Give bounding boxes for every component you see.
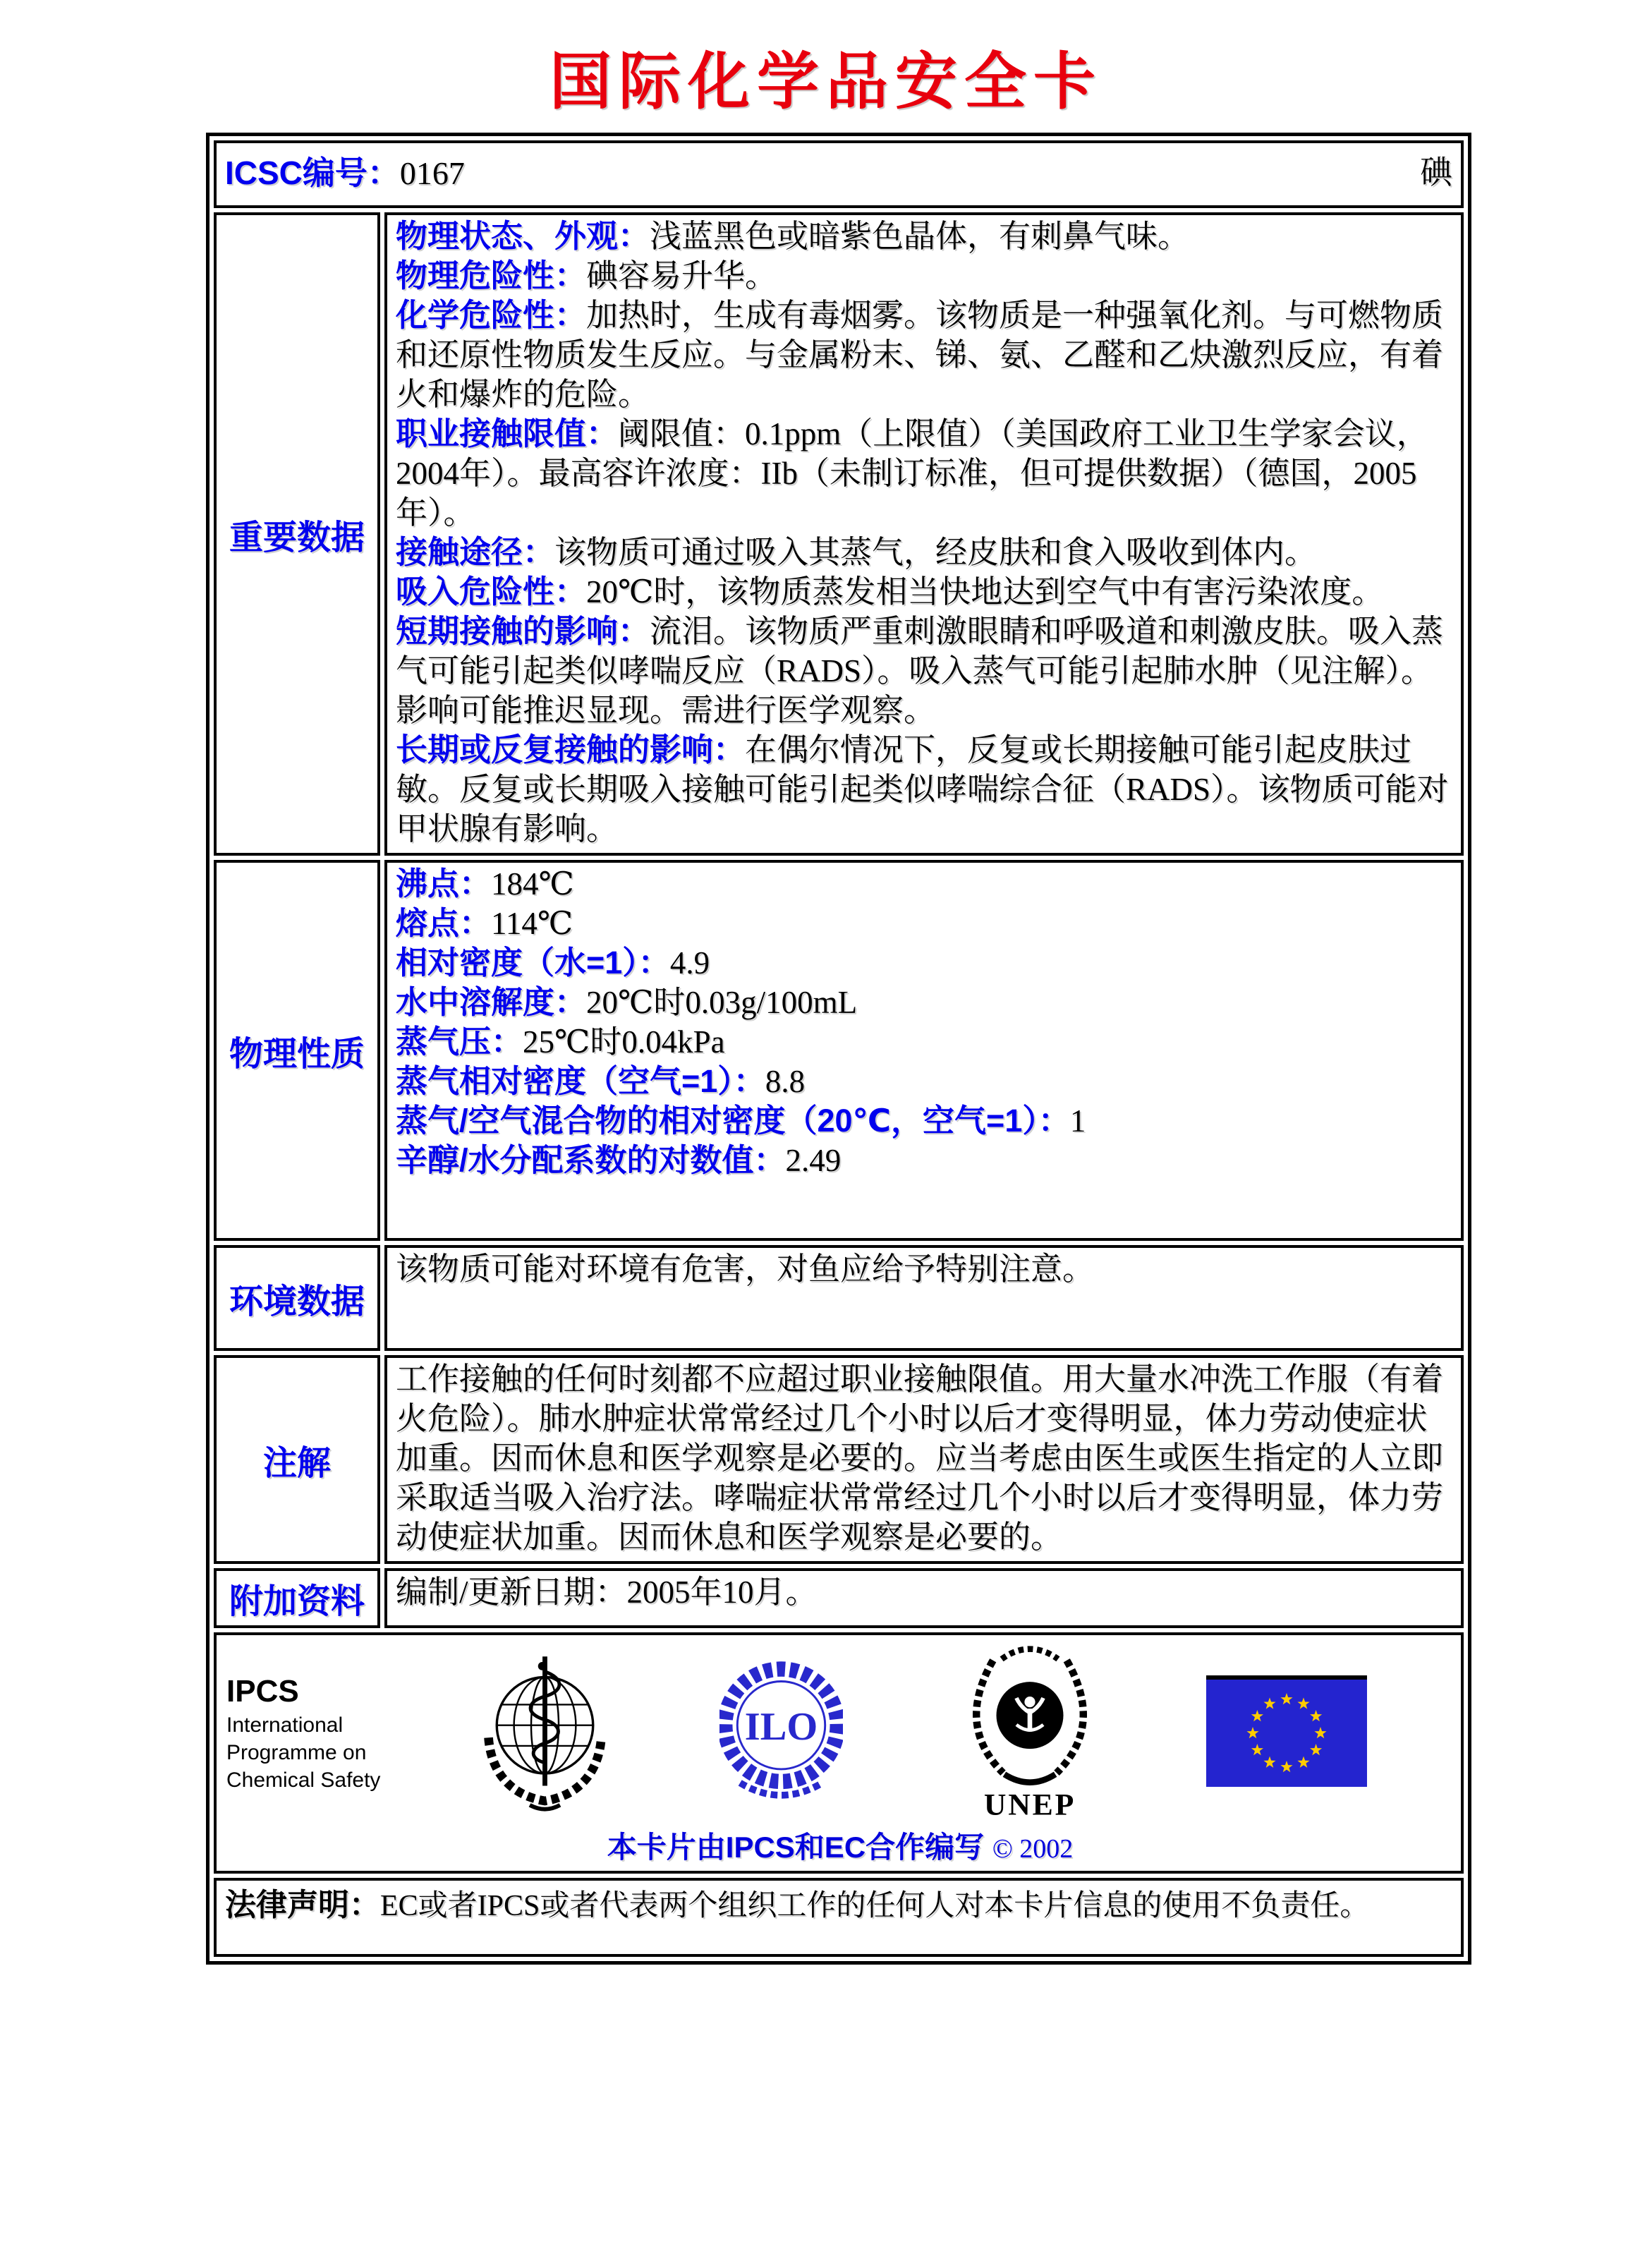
field-label: 物理状态、外观： <box>396 218 650 254</box>
data-entry <box>396 572 1452 612</box>
field-label: 接触途径： <box>396 534 555 570</box>
field-label: 蒸气/空气混合物的相对密度（20℃，空气=1）： <box>396 1103 1070 1139</box>
data-entry <box>396 296 1452 414</box>
legal-cell <box>214 1878 1464 1957</box>
section-label-additional: 附加资料 <box>214 1568 380 1628</box>
field-value: 20℃时0.03g/100mL <box>586 985 858 1020</box>
legal-label: 法律声明： <box>225 1888 380 1922</box>
ipcs-line-3: Chemical Safety <box>226 1768 381 1792</box>
section-label-environment: 环境数据 <box>214 1245 380 1351</box>
field-label: 相对密度（水=1）： <box>396 945 670 981</box>
ipcs-text-block <box>226 1672 459 1794</box>
data-entry <box>396 414 1452 533</box>
legal-text: EC或者IPCS或者代表两个组织工作的任何人对本卡片信息的使用不负责任。 <box>380 1890 1370 1922</box>
icsc-number-value: 0167 <box>399 154 465 191</box>
field-label: 吸入危险性： <box>396 574 587 609</box>
data-entry <box>396 1141 1452 1180</box>
data-entry <box>396 1022 1452 1062</box>
icsc-number-label: ICSC编号： <box>225 154 400 191</box>
data-entry <box>396 256 1452 296</box>
field-value: 阈限值：0.1ppm（上限值）（美国政府工业卫生学家会议，2004年）。最高容许浓度：IIb（未制订标准，但可提供数据）（德国，2005年）。 <box>396 416 1428 530</box>
who-logo-icon <box>476 1648 614 1817</box>
physical-properties-row <box>214 860 1464 1241</box>
field-value: 2.49 <box>785 1143 842 1178</box>
field-value: 1 <box>1069 1103 1086 1139</box>
environment-data-row <box>214 1245 1464 1351</box>
additional-info-content: 编制/更新日期：2005年10月。 <box>384 1568 1464 1628</box>
field-value: 加热时，生成有毒烟雾。该物质是一种强氧化剂。与可燃物质和还原性物质发生反应。与金属粉末、锑、氨、乙醛和乙炔激烈反应，有着火和爆炸的危险。 <box>396 298 1444 412</box>
important-data-content <box>384 212 1464 856</box>
data-entry <box>396 612 1452 730</box>
important-data-row <box>214 212 1464 856</box>
notes-content: 工作接触的任何时刻都不应超过职业接触限值。用大量水冲洗工作服（有着火危险）。肺水肿症状常常经过几个小时以后才变得明显，体力劳动使症状加重。因而休息和医学观察是必要的。应当考虑由医生或医生指定的人立即采取适当吸入治疗法。哮喘症状常常经过几个小时以后才变得明显，体力劳动使症状加重。因而休息和医学观察是必要的。 <box>384 1355 1464 1564</box>
field-label: 物理危险性： <box>396 257 587 293</box>
icsc-table <box>206 133 1471 1965</box>
data-entry <box>396 533 1452 572</box>
data-entry <box>396 1062 1452 1101</box>
field-value: 4.9 <box>669 945 710 981</box>
legal-row <box>214 1878 1464 1957</box>
data-entry <box>396 904 1452 943</box>
header-row <box>214 140 1464 208</box>
field-value: 184℃ <box>491 866 574 902</box>
field-label: 辛醇/水分配系数的对数值： <box>396 1142 786 1178</box>
field-value: 该物质可通过吸入其蒸气，经皮肤和食入吸收到体内。 <box>554 535 1317 570</box>
field-value: 碘容易升华。 <box>586 258 777 293</box>
substance-name: 碘 <box>1420 154 1452 190</box>
field-value: 114℃ <box>491 906 573 941</box>
field-value: 25℃时0.04kPa <box>523 1024 725 1060</box>
header-cell <box>214 140 1464 208</box>
icsc-number <box>225 154 465 192</box>
section-label-important: 重要数据 <box>214 212 380 856</box>
data-entry <box>396 217 1452 256</box>
additional-info-row <box>214 1568 1464 1628</box>
ilo-logo-icon <box>719 1648 843 1817</box>
field-label: 沸点： <box>396 866 492 902</box>
section-label-notes: 注解 <box>214 1355 380 1564</box>
page-title: 国际化学品安全卡 <box>549 47 1103 116</box>
credit-text: 本卡片由IPCS和EC合作编写 <box>607 1831 985 1864</box>
logos-cell <box>214 1632 1464 1874</box>
data-entry <box>396 864 1452 904</box>
field-value: 在偶尔情况下，反复或长期接触可能引起皮肤过敏。反复或长期吸入接触可能引起类似哮喘综合征（RADS）。该物质可能对甲状腺有影响。 <box>396 732 1449 847</box>
copyright-text: © 2002 <box>992 1834 1074 1864</box>
field-label: 化学危险性： <box>396 297 587 333</box>
field-value: 浅蓝黑色或暗紫色晶体，有刺鼻气味。 <box>650 219 1190 254</box>
field-value: 8.8 <box>765 1064 806 1099</box>
unep-logo-icon <box>963 1637 1097 1828</box>
logos-row <box>214 1632 1464 1874</box>
data-entry <box>396 943 1452 983</box>
environment-data-content: 该物质可能对环境有危害，对鱼应给予特别注意。 <box>384 1245 1464 1351</box>
field-label: 水中溶解度： <box>396 984 587 1020</box>
unep-wordmark: UNEP <box>983 1788 1076 1822</box>
field-label: 长期或反复接触的影响： <box>396 732 746 768</box>
ilo-wordmark: ILO <box>744 1705 818 1749</box>
field-label: 短期接触的影响： <box>396 613 650 649</box>
notes-row <box>214 1355 1464 1564</box>
field-label: 熔点： <box>396 905 492 941</box>
data-entry <box>396 730 1452 849</box>
ipcs-name: IPCS <box>226 1673 299 1709</box>
data-entry <box>396 983 1452 1022</box>
field-value: 流泪。该物质严重刺激眼睛和呼吸道和刺激皮肤。吸入蒸气可能引起类似哮喘反应（RADS）。吸入蒸气可能引起肺水肿（见注解）。影响可能推迟显现。需进行医学观察。 <box>396 614 1444 728</box>
field-label: 职业接触限值： <box>396 415 619 451</box>
eu-flag-icon <box>1206 1675 1367 1790</box>
data-entry <box>396 1101 1452 1141</box>
physical-properties-content <box>384 860 1464 1241</box>
ipcs-line-2: Programme on <box>226 1740 367 1764</box>
credit-line <box>226 1824 1454 1867</box>
field-label: 蒸气相对密度（空气=1）： <box>396 1063 765 1099</box>
ipcs-line-1: International <box>226 1713 344 1737</box>
field-label: 蒸气压： <box>396 1024 523 1060</box>
field-value: 20℃时，该物质蒸发相当快地达到空气中有害污染浓度。 <box>586 574 1384 609</box>
section-label-physical: 物理性质 <box>214 860 380 1241</box>
